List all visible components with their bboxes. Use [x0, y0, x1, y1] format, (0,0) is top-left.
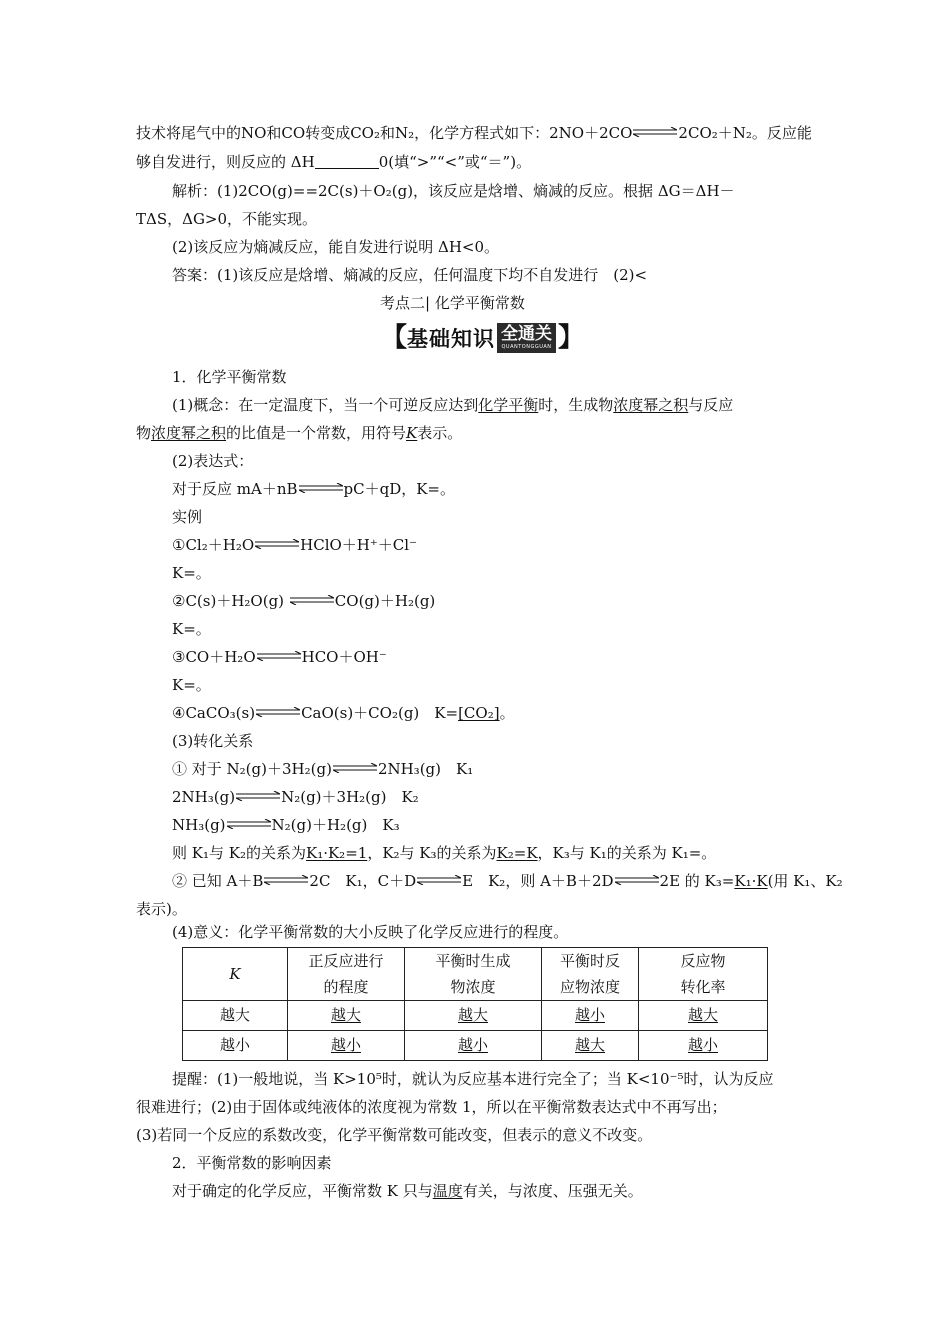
- section-badge: [381, 323, 584, 353]
- table-row: [183, 1031, 768, 1061]
- badge-bracket-left: 【: [381, 323, 408, 353]
- equilibrium-arrow-icon: [417, 875, 461, 885]
- analysis-line: TΔS，ΔG>0，不能实现。: [136, 210, 318, 228]
- text-line: (1)概念：在一定温度下，当一个可逆反应达到化学平衡时，生成物浓度幂之积与反应: [172, 396, 734, 414]
- equilibrium-arrow-icon: [255, 539, 299, 549]
- equilibrium-arrow-icon: [227, 819, 271, 829]
- answer-line: 答案：(1)该反应是焓增、熵减的反应，任何温度下均不自发进行 (2)<: [172, 266, 648, 284]
- table-header-cell: K: [183, 948, 288, 1001]
- text-line: (2)表达式：: [172, 452, 254, 470]
- text-line: ③CO＋H₂O HCO＋OH⁻: [172, 648, 387, 666]
- text-line: 对于确定的化学反应，平衡常数 K 只与温度有关，与浓度、压强无关。: [172, 1182, 643, 1200]
- text-line: ①Cl₂＋H₂O HClO＋H⁺＋Cl⁻: [172, 536, 417, 554]
- table-cell: 越小: [542, 1001, 639, 1031]
- text-line: K=。: [172, 564, 211, 582]
- table-header-cell: 平衡时生成 物浓度: [405, 948, 542, 1001]
- constant-meaning-table: [182, 947, 768, 1061]
- table-cell: 越小: [639, 1031, 768, 1061]
- table-row: [183, 1001, 768, 1031]
- analysis-line: (2)该反应为熵减反应，能自发进行说明 ΔH<0。: [172, 238, 500, 256]
- table-header-cell: 正反应进行 的程度: [288, 948, 405, 1001]
- text-line: (3)转化关系: [172, 732, 254, 750]
- text-line: 2NH₃(g) N₂(g)＋3H₂(g) K₂: [172, 788, 419, 806]
- text-line: ②C(s)＋H₂O(g) CO(g)＋H₂(g): [172, 592, 436, 610]
- equilibrium-arrow-icon: [615, 875, 659, 885]
- text-line: ① 对于 N₂(g)＋3H₂(g) 2NH₃(g) K₁: [172, 760, 474, 778]
- reminder-line: 提醒：(1)一般地说，当 K>10⁵时，就认为反应基本进行完全了；当 K<10⁻⁵时，认为反应: [172, 1070, 774, 1088]
- equilibrium-arrow-icon: [236, 791, 280, 801]
- table-cell: 越小: [405, 1031, 542, 1061]
- badge-tag-main: 全通关: [501, 324, 553, 344]
- equilibrium-arrow-icon: [257, 651, 301, 661]
- equilibrium-arrow-icon: [256, 707, 300, 717]
- table-header-cell: 反应物 转化率: [639, 948, 768, 1001]
- equilibrium-arrow-icon: [333, 763, 377, 773]
- text-line: 则 K₁与 K₂的关系为K₁·K₂=1，K₂与 K₃的关系为K₂=K，K₃与 K₁的关系为 K₁=。: [172, 844, 717, 862]
- equilibrium-arrow-icon: [290, 595, 334, 605]
- heading: 1．化学平衡常数: [172, 368, 287, 386]
- text-line: NH₃(g) N₂(g)＋H₂(g) K₃: [172, 816, 400, 834]
- section-title: 考点二| 化学平衡常数: [380, 294, 525, 312]
- reminder-line: (3)若同一个反应的系数改变，化学平衡常数可能改变，但表示的意义不改变。: [136, 1126, 653, 1144]
- text-line: 技术将尾气中的NO和CO转变成CO₂和N₂，化学方程式如下：2NO＋2CO 2CO₂＋N₂。反应能: [136, 124, 812, 142]
- badge-tag: [497, 323, 556, 353]
- text-line: 表示)。: [136, 900, 187, 918]
- badge-tag-sub: QUANTONGGUAN: [501, 344, 552, 350]
- text-line: 够自发进行，则反应的 ΔH 0(填“>”“<”或“＝”)。: [136, 153, 532, 171]
- table-cell: 越大: [288, 1001, 405, 1031]
- table-cell: 越大: [405, 1001, 542, 1031]
- text-line: (4)意义：化学平衡常数的大小反映了化学反应进行的程度。: [172, 923, 569, 941]
- analysis-line: 解析：(1)2CO(g)==2C(s)＋O₂(g)，该反应是焓增、熵减的反应。根据 ΔG＝ΔH－: [172, 182, 735, 200]
- table-header-cell: 平衡时反 应物浓度: [542, 948, 639, 1001]
- text-line: ② 已知 A＋B 2C K₁，C＋D E K₂，则 A＋B＋2D 2E 的 K₃=K₁·K(用 K₁、K₂: [172, 872, 843, 890]
- equilibrium-arrow-icon: [264, 875, 308, 885]
- equilibrium-arrow-icon: [633, 127, 677, 137]
- equilibrium-arrow-icon: [299, 483, 343, 493]
- badge-bracket-right: 】: [558, 323, 585, 353]
- text-line: K=。: [172, 676, 211, 694]
- text-line: 实例: [172, 508, 203, 526]
- fill-blank: [315, 154, 379, 169]
- text-line: 对于反应 mA＋nB pC＋qD，K=。: [172, 480, 455, 498]
- table-cell: 越大: [639, 1001, 768, 1031]
- text-line: ④CaCO₃(s) CaO(s)＋CO₂(g) K=[CO₂]。: [172, 704, 515, 722]
- table-cell: 越小: [183, 1031, 288, 1061]
- table-cell: 越小: [288, 1031, 405, 1061]
- table-header-row: [183, 948, 768, 1001]
- badge-title: 基础知识: [407, 327, 496, 351]
- table-cell: 越大: [542, 1031, 639, 1061]
- text-line: K=。: [172, 620, 211, 638]
- text-line: 物浓度幂之积的比值是一个常数，用符号K表示。: [136, 424, 463, 442]
- heading: 2．平衡常数的影响因素: [172, 1154, 332, 1172]
- table-cell: 越大: [183, 1001, 288, 1031]
- reminder-line: 很难进行；(2)由于固体或纯液体的浓度视为常数 1，所以在平衡常数表达式中不再写出；: [136, 1098, 727, 1116]
